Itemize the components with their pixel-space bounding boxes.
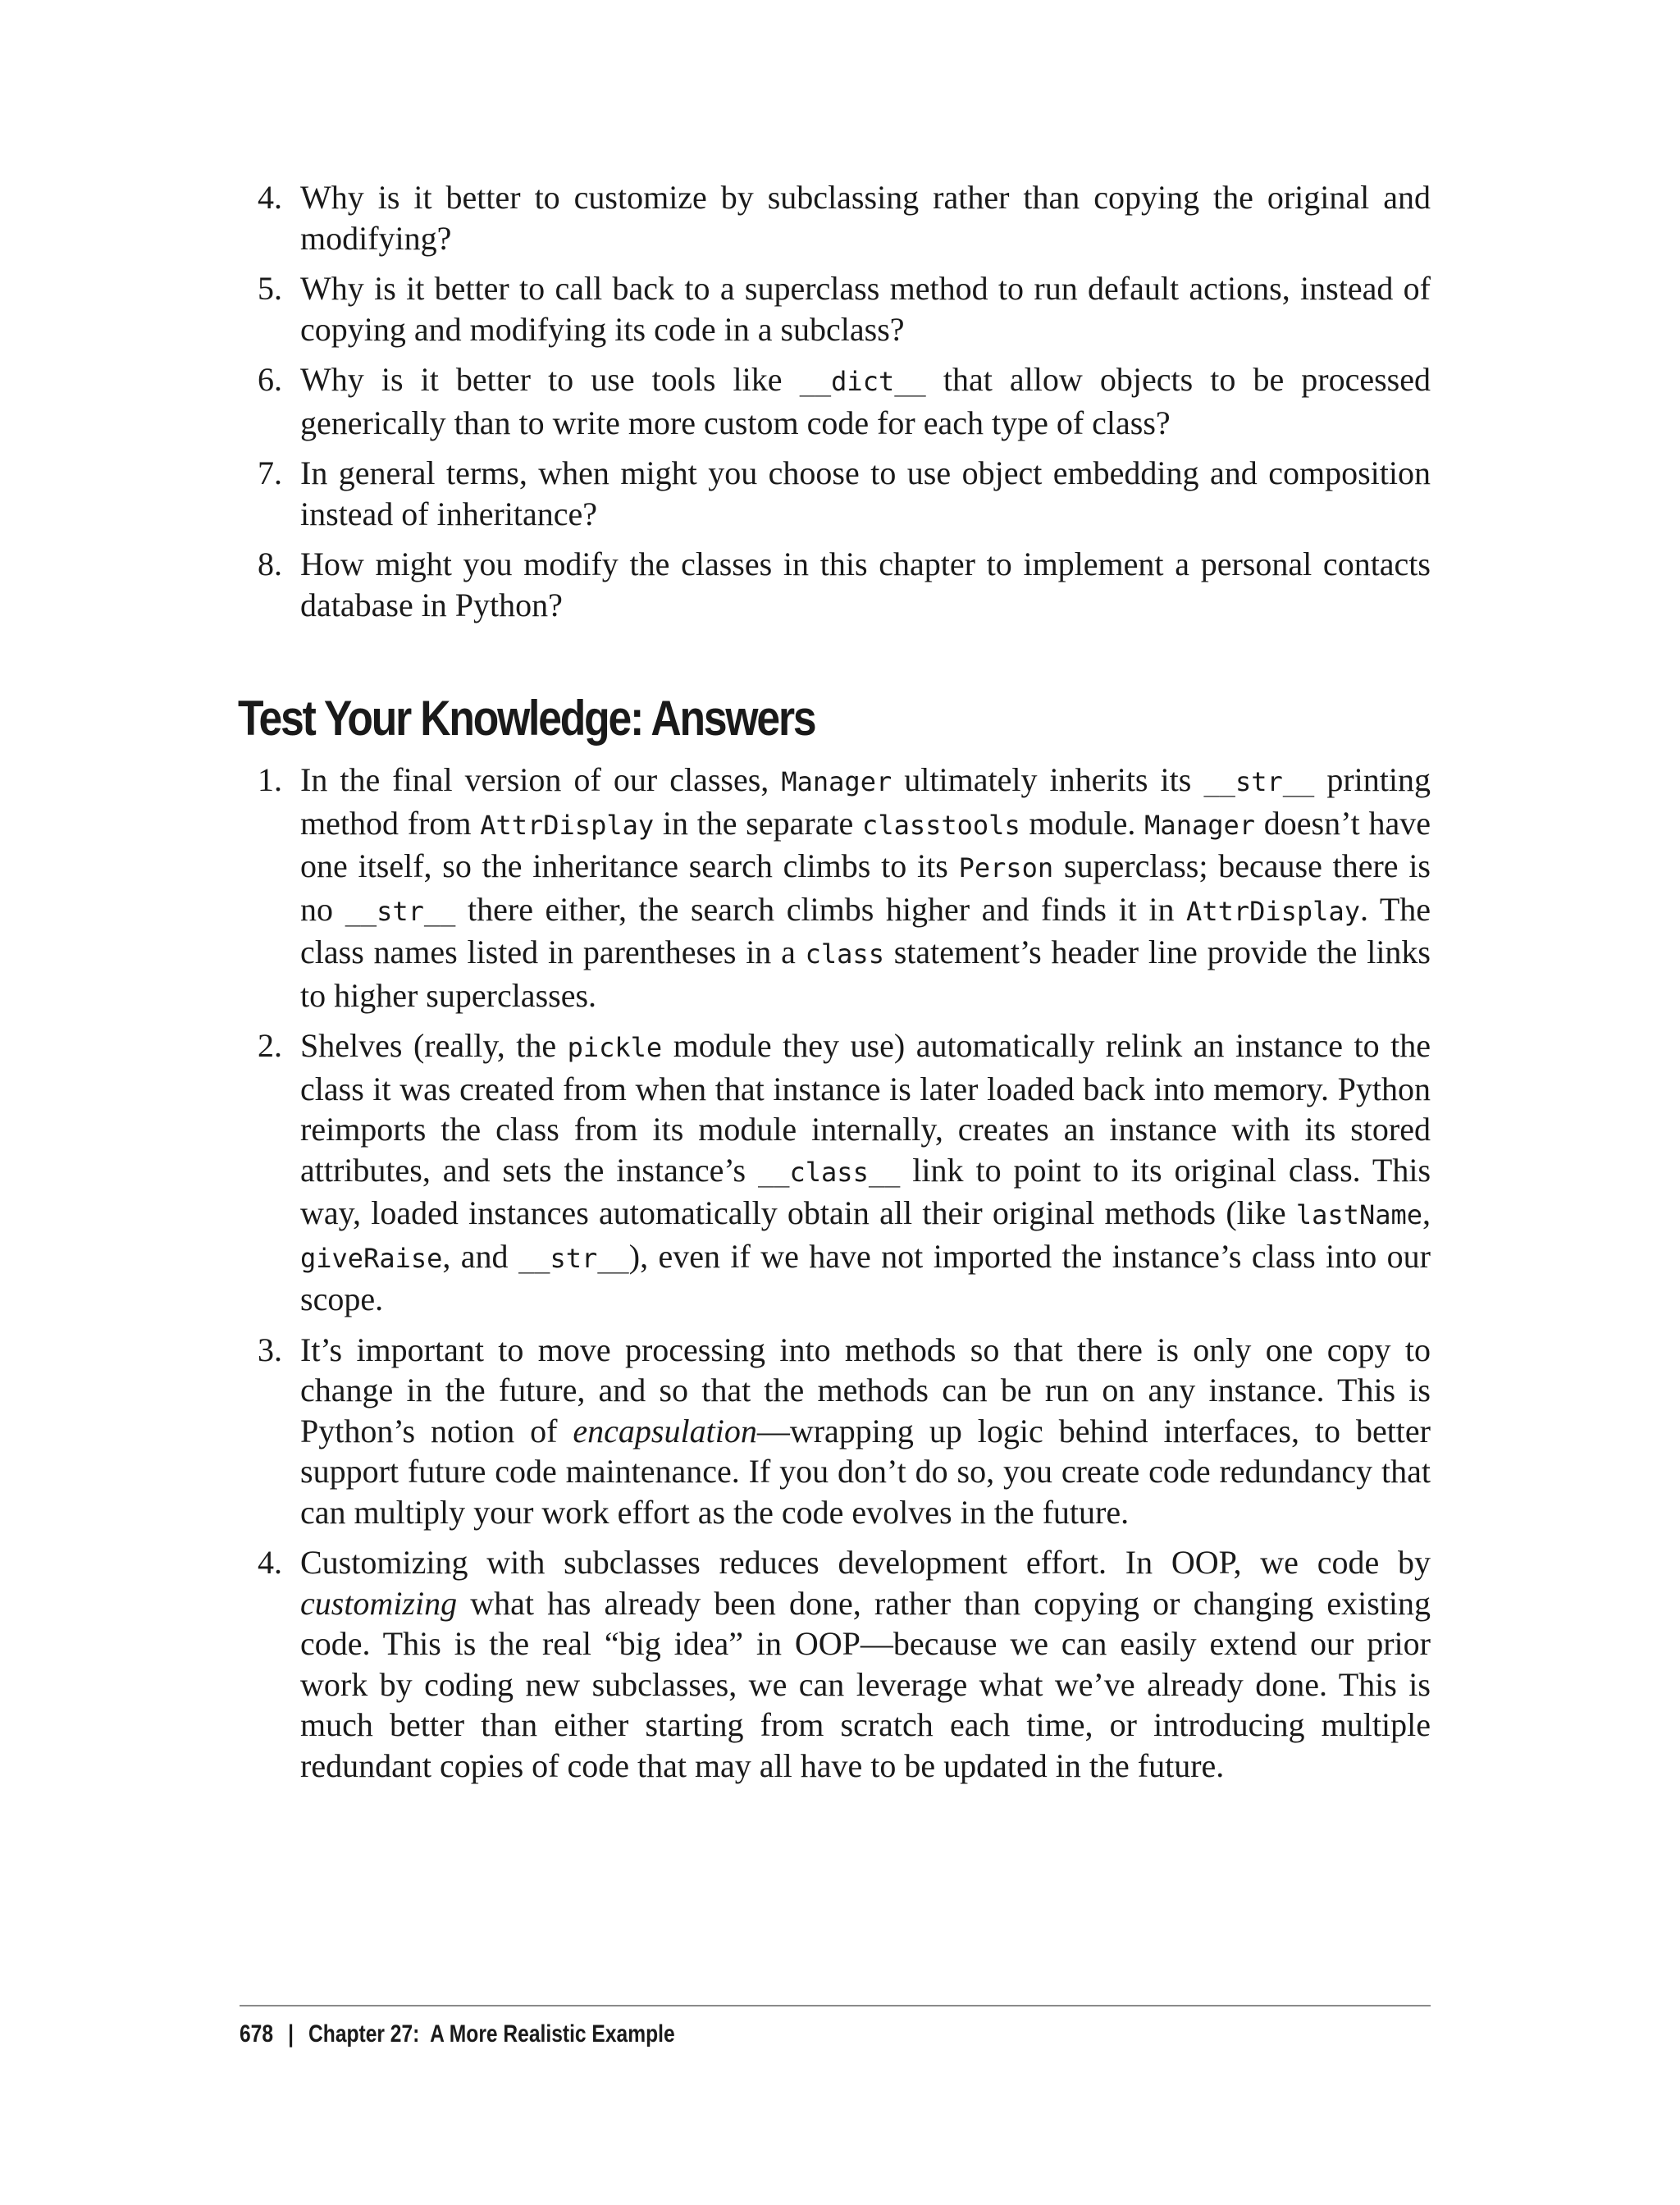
answer-text: ), even if we have not imported the instance’s class into our scope. — [300, 1237, 1431, 1317]
list-number: 4. — [258, 179, 282, 216]
answer-item-2 — [240, 1025, 1431, 1320]
answer-text: It’s important to move processing into methods so that there is only one copy to change in the future, and so that the methods can be run on any instance. This is Python’s notion of — [300, 1331, 1431, 1449]
page-body — [240, 177, 1431, 1796]
answer-text: . The class names listed in parentheses in a — [300, 890, 1431, 970]
question-text: Why is it better to call back to a superclass method to run default actions, instead of copying and modifying its code in a subclass? — [300, 270, 1431, 348]
list-number: 5. — [258, 270, 282, 307]
inline-code: pickle — [567, 1032, 663, 1063]
answer-text: —wrapping up logic behind interfaces, to better support future code maintenance. If you don’t do so, you create code redundancy that can multiply your work effort as the code evolves in the future. — [300, 1412, 1431, 1531]
inline-code: AttrDisplay — [1186, 895, 1360, 927]
question-item-4 — [240, 177, 1431, 258]
list-number: 6. — [258, 361, 282, 398]
section-heading: Test Your Knowledge: Answers — [238, 691, 815, 746]
footer-divider — [240, 2005, 1431, 2006]
page-footer — [240, 2020, 675, 2049]
inline-code: class — [805, 938, 884, 970]
answer-text: Shelves (really, the — [300, 1027, 568, 1064]
answer-text: module they use) automatically relink an instance to the class it was created from when that instance is later loaded back into memory. Python reimports the class from its module internally, creates an instance with its stored attributes, and sets the instance’s — [300, 1027, 1431, 1189]
answer-text: what has already been done, rather than copying or changing existing code. This is the real “big idea” in OOP—because we can easily extend our prior work by coding new subclasses, we can leverage what we’ve already done. This is much better than either starting from scratch each time, or introducing multiple redundant copies of code that may all have to be updated in the future. — [300, 1584, 1431, 1784]
answer-text: In the final version of our classes, — [300, 761, 782, 798]
answer-list — [240, 760, 1431, 1786]
answer-text: link to point to its original class. This way, loaded instances automatically obtain all their original methods (like — [300, 1151, 1431, 1231]
page-number: 678 — [240, 2020, 274, 2048]
list-number: 1. — [258, 761, 282, 798]
list-number: 2. — [258, 1027, 282, 1064]
answer-text: ultimately inherits its — [892, 761, 1204, 798]
list-number: 4. — [258, 1544, 282, 1581]
answer-text: superclass; because there is no — [300, 847, 1431, 928]
inline-code: lastName — [1295, 1199, 1422, 1230]
question-list — [240, 177, 1431, 625]
inline-code: __str__ — [1203, 766, 1315, 797]
answer-text: in the separate — [654, 804, 863, 842]
question-text: Why is it better to customize by subclassing rather than copying the original and modifying? — [300, 179, 1431, 257]
answer-text: there either, the search climbs higher and finds it in — [455, 890, 1187, 928]
emphasis-text: customizing — [300, 1584, 458, 1622]
answer-text: , and — [442, 1237, 518, 1275]
question-item-8 — [240, 544, 1431, 625]
inline-code: __str__ — [518, 1242, 629, 1274]
question-item-5 — [240, 268, 1431, 349]
answer-text: statement’s header line provide the links to higher superclasses. — [300, 934, 1431, 1014]
list-number: 8. — [258, 546, 282, 582]
answer-text: module. — [1020, 804, 1145, 842]
answer-text: doesn’t have one itself, so the inheritance search climbs to its — [300, 804, 1431, 884]
answer-text: printing method from — [300, 761, 1431, 842]
question-text: that allow objects to be processed generically than to write more custom code for each type of class? — [300, 361, 1431, 441]
answer-item-3 — [240, 1330, 1431, 1533]
inline-code: __dict__ — [799, 366, 926, 397]
inline-code: __class__ — [757, 1156, 901, 1188]
inline-code: AttrDisplay — [480, 809, 655, 841]
question-item-7 — [240, 453, 1431, 534]
inline-code: Person — [958, 852, 1054, 883]
answer-text: Customizing with subclasses reduces development effort. In OOP, we code by — [300, 1544, 1431, 1581]
question-text: How might you modify the classes in this chapter to implement a personal contacts database in Python? — [300, 546, 1431, 623]
answer-item-4 — [240, 1542, 1431, 1786]
question-text: In general terms, when might you choose to use object embedding and composition instead of inheritance? — [300, 454, 1431, 532]
inline-code: Manager — [1144, 809, 1256, 841]
inline-code: Manager — [781, 766, 892, 797]
emphasis-text: encapsulation — [573, 1412, 757, 1449]
footer-separator: | — [288, 2020, 294, 2048]
inline-code: giveRaise — [300, 1242, 443, 1274]
question-item-6 — [240, 359, 1431, 443]
question-text: Why is it better to use tools like — [300, 361, 800, 398]
list-number: 3. — [258, 1331, 282, 1368]
inline-code: classtools — [862, 809, 1020, 841]
list-number: 7. — [258, 454, 282, 491]
chapter-title: Chapter 27: A More Realistic Example — [308, 2020, 675, 2048]
inline-code: __str__ — [345, 895, 456, 927]
answer-text: , — [1422, 1194, 1431, 1231]
answer-item-1 — [240, 760, 1431, 1016]
